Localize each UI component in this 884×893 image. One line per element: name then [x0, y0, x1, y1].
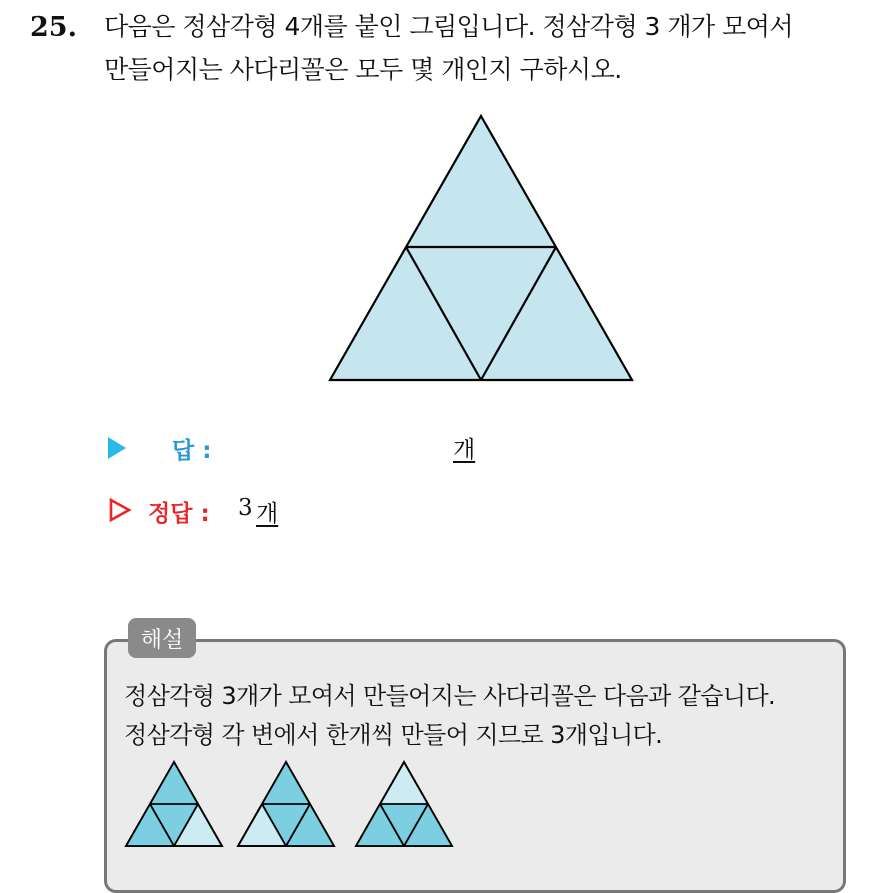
mini-figure-1: [126, 762, 222, 846]
solution-tab: 해설: [128, 618, 196, 658]
correct-answer-row: [108, 493, 348, 527]
mini-figure-2: [238, 762, 334, 846]
triangle-figure: [325, 112, 637, 386]
mini-figure-3: [356, 762, 452, 846]
answer-row: [108, 430, 528, 464]
question-number: 25.: [30, 12, 77, 43]
answer-unit: 개: [453, 437, 476, 463]
solution-figures: [122, 760, 462, 852]
solution-text-line2: 정삼각형 각 변에서 한개씩 만들어 지므로 3개입니다.: [124, 721, 663, 749]
solution-text-line1: 정삼각형 3개가 모여서 만들어지는 사다리꼴은 다음과 같습니다.: [124, 682, 776, 710]
question-text-line1: 다음은 정삼각형 4개를 붙인 그림입니다. 정삼각형 3 개가 모여서: [104, 12, 794, 41]
answer-label: 답 :: [172, 438, 212, 464]
correct-answer-label: 정답 :: [148, 501, 210, 527]
outline-triangle-icon: [108, 498, 132, 522]
correct-answer-unit: 개: [256, 501, 279, 527]
play-triangle-icon: [108, 437, 126, 459]
question-text-line2: 만들어지는 사다리꼴은 모두 몇 개인지 구하시오.: [104, 55, 622, 84]
correct-answer-value: 3: [238, 495, 253, 521]
